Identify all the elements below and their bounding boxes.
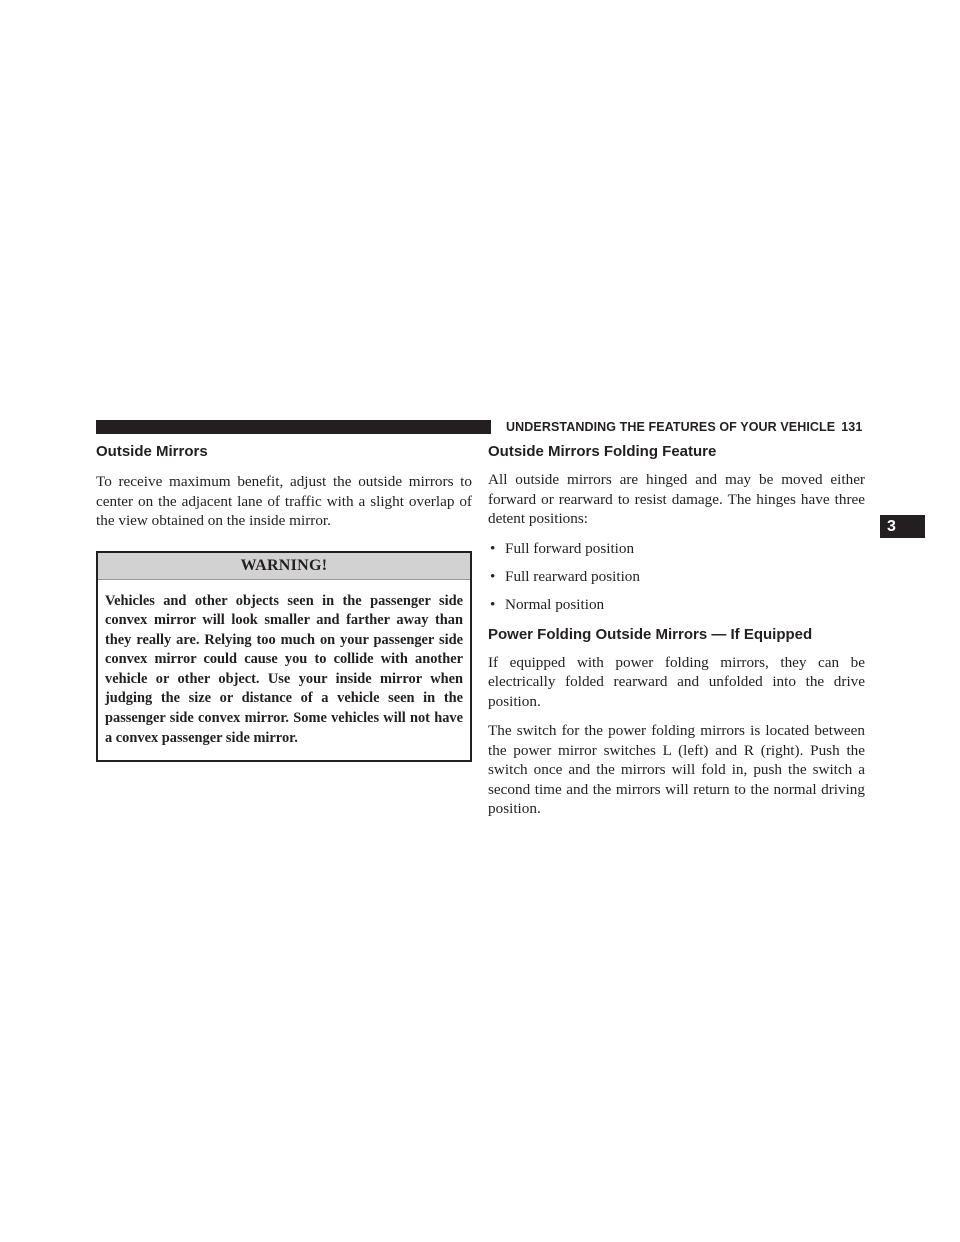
detent-positions-list <box>488 539 865 615</box>
list-item-text: Normal position <box>505 595 605 613</box>
folding-feature-text: All outside mirrors are hinged and may be moved either forward or rearward to resist damage. The hinges have three detent positions: <box>488 471 865 527</box>
warning-body: Vehicles and other objects seen in the passenger side convex mirror will look smaller and farther away than they really are. Relying too much on your passenger side convex mirror could cause you to collide with another vehicle or other object. Use your inside mirror when judging the size or distance of a vehicle seen in the passenger side convex mirror. Some vehicles will not have a convex passenger side mirror. <box>105 592 463 746</box>
power-folding-heading: Power Folding Outside Mirrors — If Equipped <box>488 625 813 643</box>
power-folding-text-1: If equipped with power folding mirrors, they can be electrically folded rearward and unfolded into the drive position. <box>488 653 865 710</box>
right-column <box>488 440 865 819</box>
running-header <box>506 418 864 436</box>
left-column <box>96 440 472 762</box>
bullet-icon: • <box>490 539 496 557</box>
outside-mirrors-heading: Outside Mirrors <box>96 443 208 460</box>
bullet-icon: • <box>490 567 496 585</box>
list-item-text: Full rearward position <box>505 567 640 585</box>
list-item <box>488 567 865 587</box>
outside-mirrors-intro: To receive maximum benefit, adjust the outside mirrors to center on the adjacent lane of traffic with a slight overlap of the view obtained on the inside mirror. <box>96 473 472 529</box>
warning-title: WARNING! <box>98 553 470 580</box>
list-item <box>488 539 865 559</box>
page-number: 131 <box>841 420 863 434</box>
chapter-tab: 3 <box>880 515 925 538</box>
folding-feature-heading: Outside Mirrors Folding Feature <box>488 443 717 460</box>
header-rule-bar <box>96 420 491 434</box>
list-item-text: Full forward position <box>505 539 635 557</box>
warning-box <box>96 551 472 763</box>
power-folding-text-2: The switch for the power folding mirrors is located between the power mirror switches L (left) and R (right). Push the switch once and the mirrors will fold in, push the switch a second time and the mirrors will return to the normal driving position. <box>488 722 865 817</box>
header-section-title: UNDERSTANDING THE FEATURES OF YOUR VEHICLE <box>506 420 836 434</box>
list-item <box>488 595 865 615</box>
bullet-icon: • <box>490 595 496 613</box>
